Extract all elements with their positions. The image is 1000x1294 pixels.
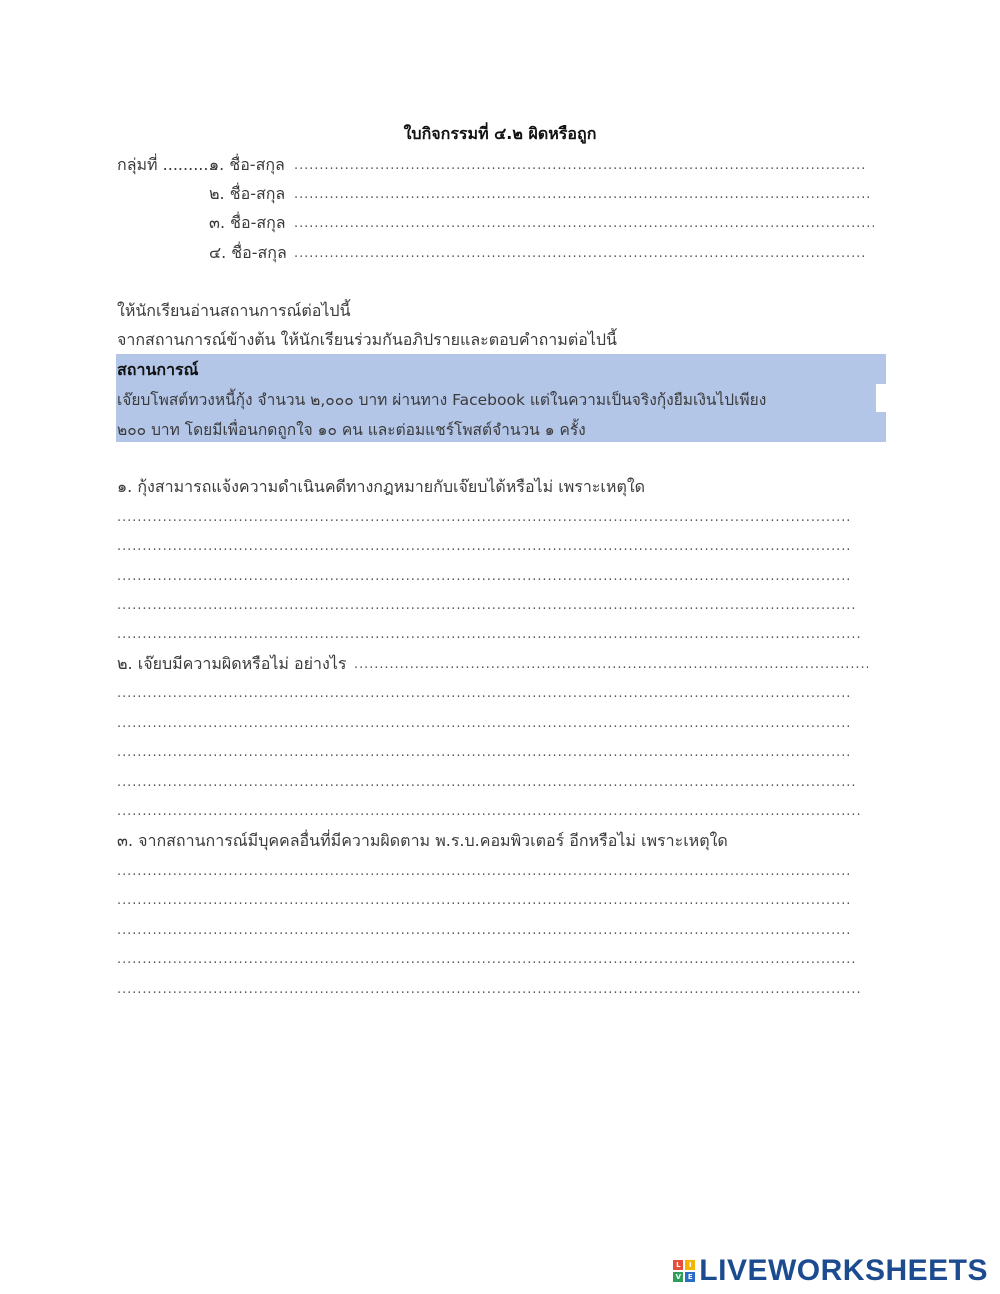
instruction-discuss: จากสถานการณ์ข้างต้น ให้นักเรียนร่วมกันอภิปรายและตอบคำถามต่อไปนี้ <box>117 330 617 349</box>
liveworksheets-logo <box>673 1254 988 1288</box>
answer-2-line-4[interactable] <box>117 775 855 790</box>
member-4-name-line[interactable] <box>294 246 866 261</box>
scenario-box-notch <box>876 384 886 412</box>
page-title: ใบกิจกรรมที่ ๔.๒ ผิดหรือถูก <box>403 124 597 143</box>
answer-1-line-3[interactable] <box>117 569 851 584</box>
member-2-label: ๒. ชื่อ-สกุล <box>209 184 286 203</box>
answer-2-line-1[interactable] <box>117 686 851 701</box>
question-2: ๒. เจ๊ยบมีความผิดหรือไม่ อย่างไร <box>117 654 347 673</box>
scenario-line-2: ๒๐๐ บาท โดยมีเพื่อนกดถูกใจ ๑๐ คน และต่อมแชร์โพสต์จำนวน ๑ ครั้ง <box>117 421 586 439</box>
member-1-name-line[interactable] <box>294 158 866 173</box>
logo-tile-v: V <box>673 1272 683 1282</box>
answer-2-inline-line[interactable] <box>354 657 868 672</box>
answer-2-line-2[interactable] <box>117 716 851 731</box>
answer-1-line-4[interactable] <box>117 598 855 613</box>
liveworksheets-logo-text: LIVEWORKSHEETS <box>699 1254 988 1287</box>
member-4-label: ๔. ชื่อ-สกุล <box>209 243 287 262</box>
logo-tile-e: E <box>685 1272 695 1282</box>
scenario-line-1: เจ๊ยบโพสต์ทวงหนี้กุ้ง จำนวน ๒,๐๐๐ บาท ผ่านทาง Facebook แต่ในความเป็นจริงกุ้งยืมเงินไปเพียง <box>117 391 767 409</box>
answer-3-line-2[interactable] <box>117 893 851 908</box>
member-3-name-line[interactable] <box>294 216 874 231</box>
answer-1-line-2[interactable] <box>117 539 851 554</box>
answer-3-line-4[interactable] <box>117 952 855 967</box>
member-2-name-line[interactable] <box>294 187 870 202</box>
answer-3-line-1[interactable] <box>117 864 851 879</box>
answer-2-line-5[interactable] <box>117 804 860 819</box>
answer-1-line-5[interactable] <box>117 627 860 642</box>
answer-2-line-3[interactable] <box>117 745 851 760</box>
member-1-label: ๑. ชื่อ-สกุล <box>209 155 285 174</box>
question-1: ๑. กุ้งสามารถแจ้งความดำเนินคดีทางกฎหมายกับเจ๊ยบได้หรือไม่ เพราะเหตุใด <box>117 477 646 496</box>
liveworksheets-logo-icon <box>673 1260 695 1282</box>
group-label: กลุ่มที่ ........... <box>117 155 219 174</box>
logo-tile-i: I <box>685 1260 695 1270</box>
answer-3-line-5[interactable] <box>117 982 860 997</box>
logo-tile-l: L <box>673 1260 683 1270</box>
instruction-read: ให้นักเรียนอ่านสถานการณ์ต่อไปนี้ <box>117 301 351 320</box>
answer-3-line-3[interactable] <box>117 923 851 938</box>
answer-1-line-1[interactable] <box>117 510 851 525</box>
member-3-label: ๓. ชื่อ-สกุล <box>209 213 286 232</box>
question-3: ๓. จากสถานการณ์มีบุคคลอื่นที่มีความผิดตาม พ.ร.บ.คอมพิวเตอร์ อีกหรือไม่ เพราะเหตุใด <box>117 831 728 850</box>
scenario-heading: สถานการณ์ <box>117 360 199 379</box>
